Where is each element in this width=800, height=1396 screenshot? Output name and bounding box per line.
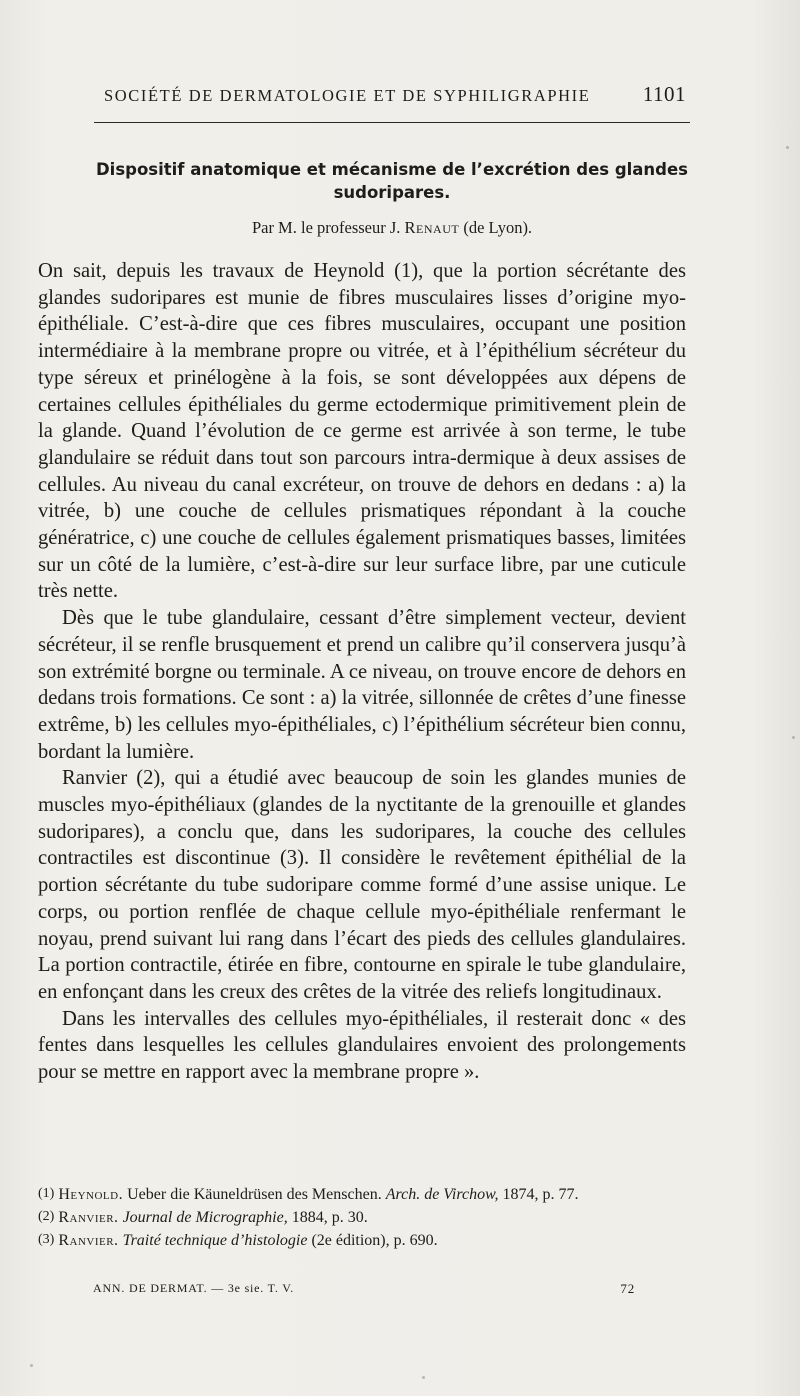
footnote-details: 1884, p. 30. [291,1209,368,1226]
footnote-number: (2) [38,1209,55,1224]
article-body [38,258,686,1086]
footnote-text: Ueber die Käuneldrüsen des Menschen. [127,1186,382,1203]
article-title: Dispositif anatomique et mécanisme de l’excrétion des glandes sudoripares. [95,160,689,202]
footnote [38,1206,690,1229]
footnote-journal: Journal de Micrographie, [122,1209,288,1226]
footnote-author: Heynold. [58,1186,124,1203]
page-footer [93,1281,635,1297]
footnote [38,1183,690,1206]
paragraph: On sait, depuis les travaux de Heynold (1), que la portion sécrétante des glandes sudoripares est munie de fibres musculaires lisses d’origine myo-épithéliale. C’est-à-dire que ces fibres musculaires, occupant une position intermédiaire à la membrane propre ou vitrée, et à l’épithélium sécréteur du type séreux et prinélogène à la fois, se sont développées aux dépens de certaines cellules épithéliales du germe ectodermique primitivement plein de la glande. Quand l’évolution de ce germe est arrivée à son terme, le tube glandulaire se réduit dans tout son parcours intra-dermique à deux assises de cellules. Au niveau du canal excréteur, on trouve de dehors en dedans : a) la vitrée, b) une couche de cellules prismatiques répondant à la couche génératrice, c) une couche de cellules également prismatiques basses, limitées sur un côté de la lumière, c’est-à-dire sur leur surface libre, par une cuticule très nette. [38,260,686,603]
footnote [38,1229,690,1252]
paper-speck [422,1376,425,1379]
footer-signature: 72 [620,1281,635,1296]
byline-author: Renaut [404,218,460,237]
byline [54,218,730,238]
paper-speck [786,146,789,149]
footnote-details: 1874, p. 77. [502,1186,579,1203]
footnote-number: (3) [38,1232,55,1247]
paragraph: Dans les intervalles des cellules myo-épithéliales, il resterait donc « des fentes dans lesquelles les cellules glandulaires envoient des prolongements pour se mettre en rapport avec la membrane propre ». [38,1007,686,1084]
paper-speck [30,1364,33,1367]
footnotes [38,1183,690,1252]
paragraph: Ranvier (2), qui a étudié avec beaucoup de soin les glandes munies de muscles myo-épithéliaux (glandes de la nyctitante de la grenouille et glandes sudoripares), a conclu que, dans les sudoripares, la couche des cellules contractiles est discontinue (3). Il considère le revêtement épithélial de la portion sécrétante du tube sudoripare comme formé d’une assise unique. Le corps, ou portion renflée de chaque cellule myo-épithéliale renfermant le noyau, prend suivant lui rang dans l’écart des pieds des cellules glandulaires. La portion contractile, étirée en fibre, contourne en spirale le tube glandulaire, en enfonçant dans les creux des crêtes de la vitrée des reliefs longitudinaux. [38,767,686,1003]
footnote-journal: Arch. de Virchow, [385,1186,499,1203]
footer-journal-ref: ANN. DE DERMAT. — 3e sie. T. V. [93,1281,295,1295]
footnote-journal: Traité technique d’histologie [122,1232,308,1249]
byline-suffix: (de Lyon). [463,218,533,237]
footnote-details: (2e édition), p. 690. [311,1232,438,1249]
running-head [104,82,686,112]
footnote-number: (1) [38,1186,55,1201]
footnote-author: Ranvier. [58,1232,119,1249]
header-rule [94,122,690,123]
paper-speck [792,736,795,739]
running-head-title: SOCIÉTÉ DE DERMATOLOGIE ET DE SYPHILIGRAPHIE [104,86,591,105]
byline-prefix: Par M. le professeur J. [251,218,401,237]
page-number: 1101 [642,82,686,106]
footnote-author: Ranvier. [58,1209,119,1226]
paragraph: Dès que le tube glandulaire, cessant d’être simplement vecteur, devient sécréteur, il se renfle brusquement et prend un calibre qu’il conservera jusqu’à son extrémité borgne ou terminale. A ce niveau, on trouve encore de dehors en dedans trois formations. Ce sont : a) la vitrée, sillonnée de crêtes d’une finesse extrême, b) les cellules myo-épithéliales, c) l’épithélium sécréteur bien connu, bordant la lumière. [38,607,686,763]
